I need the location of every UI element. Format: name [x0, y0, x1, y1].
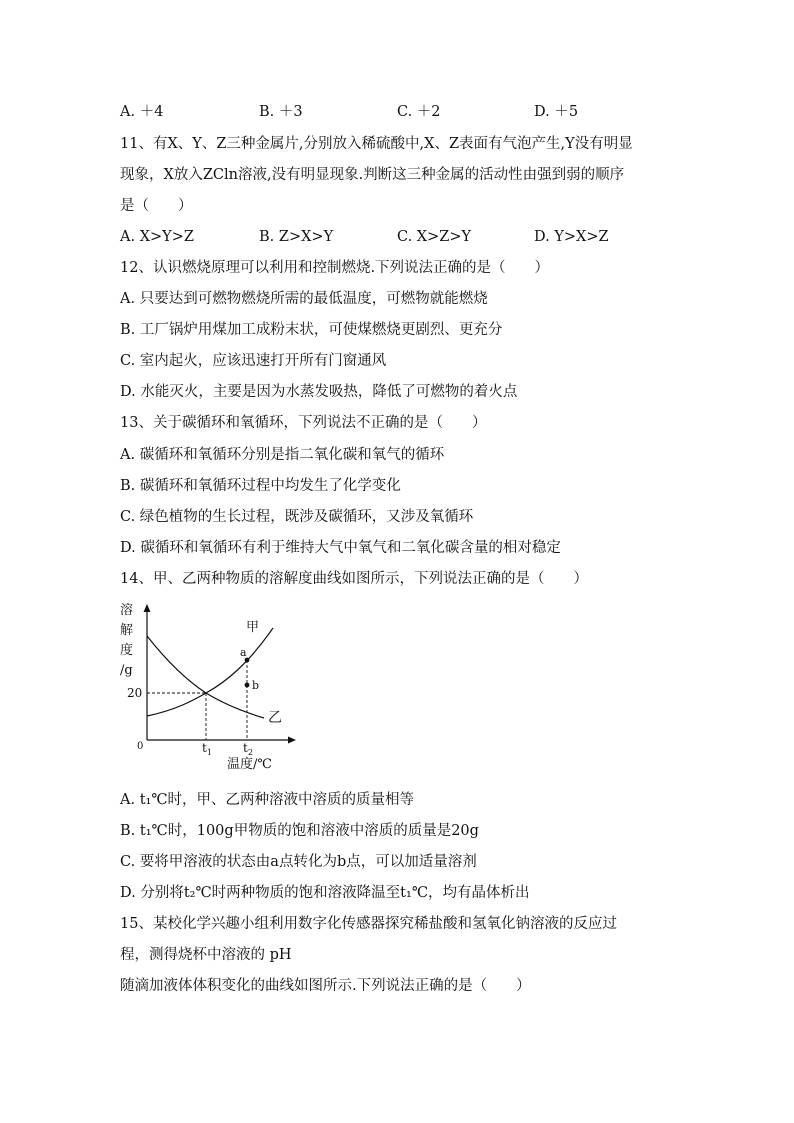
q13-stem: 13、关于碳循环和氧循环，下列说法不正确的是（ ）: [120, 415, 487, 431]
point-b-label: b: [252, 679, 260, 692]
q14-option-d: D. 分别将t₂℃时两种物质的饱和溶液降温至t₁℃，均有晶体析出: [120, 885, 530, 901]
q14-stem: 14、甲、乙两种物质的溶解度曲线如图所示，下列说法正确的是（ ）: [120, 571, 588, 587]
q14-option-b: B. t₁℃时，100g甲物质的饱和溶液中溶质的质量是20g: [120, 823, 479, 839]
q14-option-a: A. t₁℃时，甲、乙两种溶液中溶质的质量相等: [120, 792, 415, 808]
t1-label: $t_1$: [202, 741, 212, 757]
q10-option-d: D. ＋5: [534, 104, 579, 120]
q10-option-a: A. ＋4: [120, 104, 164, 120]
q11-stem-line-2: 现象，X放入ZCln溶液,没有明显现象.判断这三种金属的活动性由强到弱的顺序: [120, 167, 625, 183]
t2-label: $t_2$: [243, 741, 253, 757]
point-b-marker: [245, 683, 250, 688]
y-axis-label-2: 解: [120, 623, 134, 638]
x-axis-arrow: [288, 737, 296, 744]
q12-option-a: A. 只要达到可燃物燃烧所需的最低温度，可燃物就能燃烧: [120, 291, 488, 307]
origin-label: 0: [137, 741, 144, 752]
q14-option-c: C. 要将甲溶液的状态由a点转化为b点，可以加适量溶剂: [120, 854, 477, 870]
solubility-curve-figure: [116, 600, 306, 778]
q13-option-a: A. 碳循环和氧循环分别是指二氧化碳和氧气的循环: [120, 447, 445, 463]
y-axis-label-4: /g: [120, 663, 133, 678]
y-axis-label-1: 溶: [120, 603, 134, 618]
y-axis-label-3: 度: [120, 643, 134, 658]
point-a-label: a: [240, 646, 247, 659]
q12-option-b: B. 工厂锅炉用煤加工成粉末状，可使煤燃烧更剧烈、更充分: [120, 322, 503, 338]
q11-stem-line-1: 11、有X、Y、Z三种金属片,分别放入稀硫酸中,X、Z表面有气泡产生,Y没有明显: [120, 136, 633, 152]
y-tick-20: 20: [127, 686, 143, 700]
curve-jia: [147, 628, 273, 716]
q12-option-d: D. 水能灭火，主要是因为水蒸发吸热，降低了可燃物的着火点: [120, 384, 518, 400]
q11-option-b: B. Z>X>Y: [259, 229, 334, 245]
q13-option-c: C. 绿色植物的生长过程，既涉及碳循环，又涉及氧循环: [120, 509, 474, 525]
q15-stem-line-3: 随滴加液体体积变化的曲线如图所示.下列说法正确的是（ ）: [120, 978, 531, 994]
series-label-yi: 乙: [268, 710, 282, 726]
x-axis-label: 温度/℃: [227, 757, 272, 772]
q10-option-c: C. ＋2: [397, 104, 441, 120]
q12-stem: 12、认识燃烧原理可以利用和控制燃烧.下列说法正确的是（ ）: [120, 260, 550, 276]
y-axis-arrow: [144, 604, 151, 612]
q11-option-c: C. X>Z>Y: [397, 229, 472, 245]
q11-option-d: D. Y>X>Z: [534, 229, 609, 245]
q13-option-b: B. 碳循环和氧循环过程中均发生了化学变化: [120, 478, 401, 494]
q15-stem-line-2: 程，测得烧杯中溶液的 pH: [120, 947, 292, 963]
series-label-jia: 甲: [246, 620, 260, 635]
q12-option-c: C. 室内起火，应该迅速打开所有门窗通风: [120, 353, 387, 369]
q11-stem-line-3: 是（ ）: [120, 198, 193, 214]
q10-option-b: B. ＋3: [259, 104, 303, 120]
q13-option-d: D. 碳循环和氧循环有利于维持大气中氧气和二氧化碳含量的相对稳定: [120, 540, 561, 556]
q11-option-a: A. X>Y>Z: [120, 229, 194, 245]
q15-stem-line-1: 15、某校化学兴趣小组利用数字化传感器探究稀盐酸和氢氧化钠溶液的反应过: [120, 916, 617, 932]
